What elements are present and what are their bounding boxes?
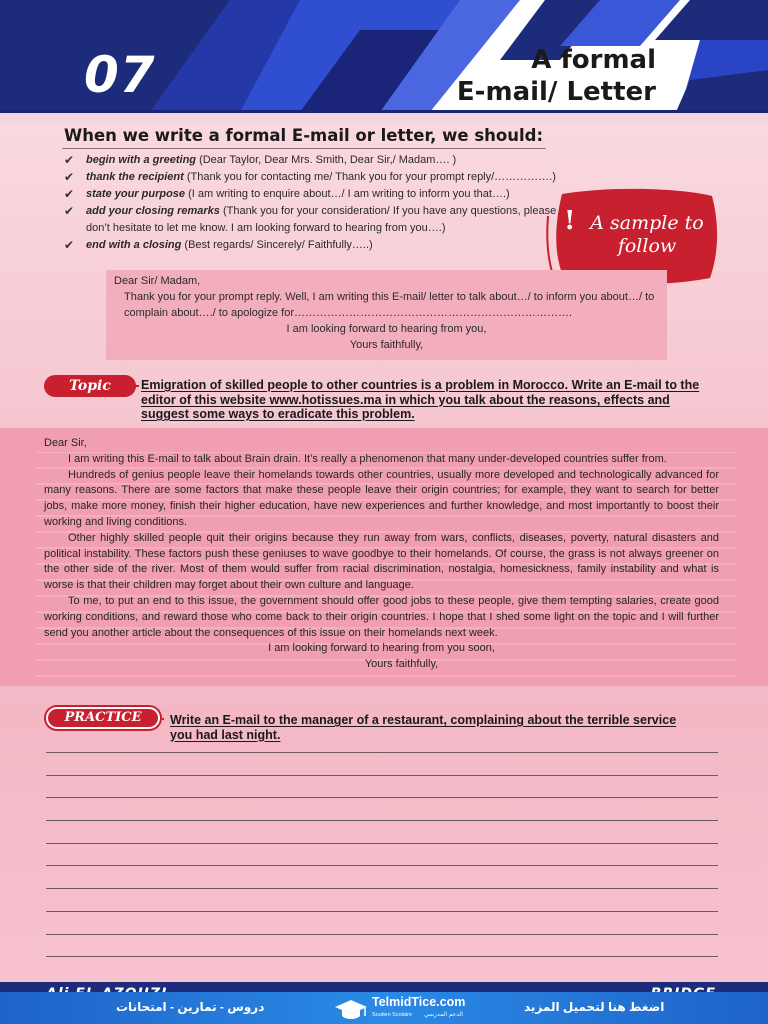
- answer-line[interactable]: [46, 820, 718, 821]
- rule-item: [62, 237, 562, 254]
- rule-key: state your purpose: [86, 188, 186, 200]
- graduation-cap-icon: [334, 997, 368, 1021]
- rule-detail: (Dear Taylor, Dear Mrs. Smith, Dear Sir,/ Madam…. ): [196, 154, 457, 166]
- rule-key: end with a closing: [86, 239, 182, 251]
- letter-paragraph: Other highly skilled people quit their origins because they run away from wars, conflicts, diseases, poverty, natural disasters and political instability. These factors push these geniuses to wave goodbye to their homelands. Of course, the grass is not always greener on the other side of the river. Most of them would suffer from racial discrimination, nostalgia, homesickness, family instability and what is worse is that their children may forget about their own culture and language.: [44, 531, 719, 592]
- letter-paragraph: Hundreds of genius people leave their homelands towards other countries, usually more developed and technologically advanced for many reasons. There are some factors that make these people leave their origin countries; for example, they want to search for better jobs, make more money, finish their higher education, have new experiences and further knowledge, and most importantly to boost their working and living conditions.: [44, 468, 719, 528]
- rule-detail: (I am writing to enquire about…/ I am writing to inform you that….): [185, 188, 510, 200]
- practice-task: Write an E-mail to the manager of a restaurant, complaining about the terrible service you had last night.: [170, 713, 677, 742]
- logo-subtitle: Soutien Scolaire: [372, 1012, 413, 1018]
- rule-detail: (Thank you for your consideration/ If you have any questions, please don’t hesitate to let me know. I am looking forward to hearing from you….): [86, 205, 557, 234]
- lesson-title: [457, 44, 656, 108]
- topic-label: Topic: [44, 375, 136, 397]
- letter-paragraph: I am writing this E-mail to talk about Brain drain. It’s really a phenomenon that many under-developed countries suffer from.: [68, 452, 667, 465]
- rule-detail: (Best regards/ Sincerely/ Faithfully…..): [181, 239, 373, 251]
- answer-lines[interactable]: [46, 752, 718, 979]
- answer-line[interactable]: [46, 775, 718, 776]
- letter-signoff: Yours faithfully,: [364, 658, 439, 671]
- letter-closing: I am looking forward to hearing from you soon,: [268, 642, 495, 655]
- answer-line[interactable]: [46, 865, 718, 866]
- badge-exclamation: !: [564, 206, 576, 236]
- footer-download-link[interactable]: اضغط هنا لتحميل المزيد: [524, 1000, 665, 1014]
- sample-signoff: Yours faithfully,: [349, 339, 424, 351]
- rules-heading-underline: [62, 148, 546, 149]
- rule-item: [62, 203, 562, 237]
- rule-detail: (Thank you for contacting me/ Thank you for your prompt reply/…………….): [183, 171, 556, 183]
- answer-line[interactable]: [46, 956, 718, 957]
- answer-line[interactable]: [46, 934, 718, 935]
- sample-body: Thank you for your prompt reply. Well, I am writing this E-mail/ letter to talk about…/ to inform you about…/ to complain about…./ to apologize for………………………………………………………………….: [124, 291, 655, 319]
- badge-text: A sample to follow: [590, 212, 704, 257]
- checkmark-icon: ✔: [64, 204, 75, 218]
- telmidtice-logo[interactable]: [332, 995, 472, 1023]
- rule-key: begin with a greeting: [86, 154, 197, 166]
- answer-line[interactable]: [46, 752, 718, 753]
- logo-subtitle-ar: الدعم المدرسي: [424, 1012, 463, 1018]
- letter-greeting: Dear Sir,: [44, 437, 87, 449]
- lesson-number: 07: [84, 46, 156, 104]
- sample-letter-box: [106, 270, 667, 360]
- answer-line[interactable]: [46, 888, 718, 889]
- sample-closing: I am looking forward to hearing from you,: [286, 323, 487, 335]
- page-header: [0, 0, 768, 122]
- rule-item: [62, 152, 562, 169]
- checkmark-icon: ✔: [64, 187, 75, 201]
- download-banner[interactable]: [0, 992, 768, 1024]
- logo-name: TelmidTice.com: [372, 995, 466, 1009]
- answer-line[interactable]: [46, 797, 718, 798]
- lesson-title-line2: E-mail/ Letter: [456, 77, 656, 107]
- checkmark-icon: ✔: [64, 238, 75, 252]
- topic-task: Emigration of skilled people to other countries is a problem in Morocco. Write an E-mail to the editor of this website www.hotissues.ma in which you talk about the reasons, effects and suggest some ways to eradicate this problem.: [141, 378, 700, 421]
- rule-item: [62, 169, 562, 186]
- checkmark-icon: ✔: [64, 170, 75, 184]
- rules-list: [62, 152, 562, 254]
- checkmark-icon: ✔: [64, 153, 75, 167]
- rules-heading: When we write a formal E-mail or letter, we should:: [64, 126, 544, 145]
- sample-greeting: Dear Sir/ Madam,: [114, 275, 201, 287]
- model-letter: [44, 436, 719, 673]
- lesson-title-line1: A formal: [531, 45, 656, 75]
- answer-line[interactable]: [46, 843, 718, 844]
- answer-line[interactable]: [46, 911, 718, 912]
- footer-lessons-link[interactable]: دروس - تمارين - امتحانات: [116, 1000, 265, 1014]
- rule-key: add your closing remarks: [86, 205, 220, 217]
- practice-label: PRACTICE: [46, 707, 160, 729]
- rule-key: thank the recipient: [86, 171, 184, 183]
- rule-item: [62, 186, 562, 203]
- letter-paragraph: To me, to put an end to this issue, the government should offer good jobs to these people, give them tempting salaries, create good working conditions, and reward those who come back to their origin countries. I hope that I shed some light on the topic and I will further send you another article about the consequences of this issue on their homelands next week.: [44, 594, 719, 639]
